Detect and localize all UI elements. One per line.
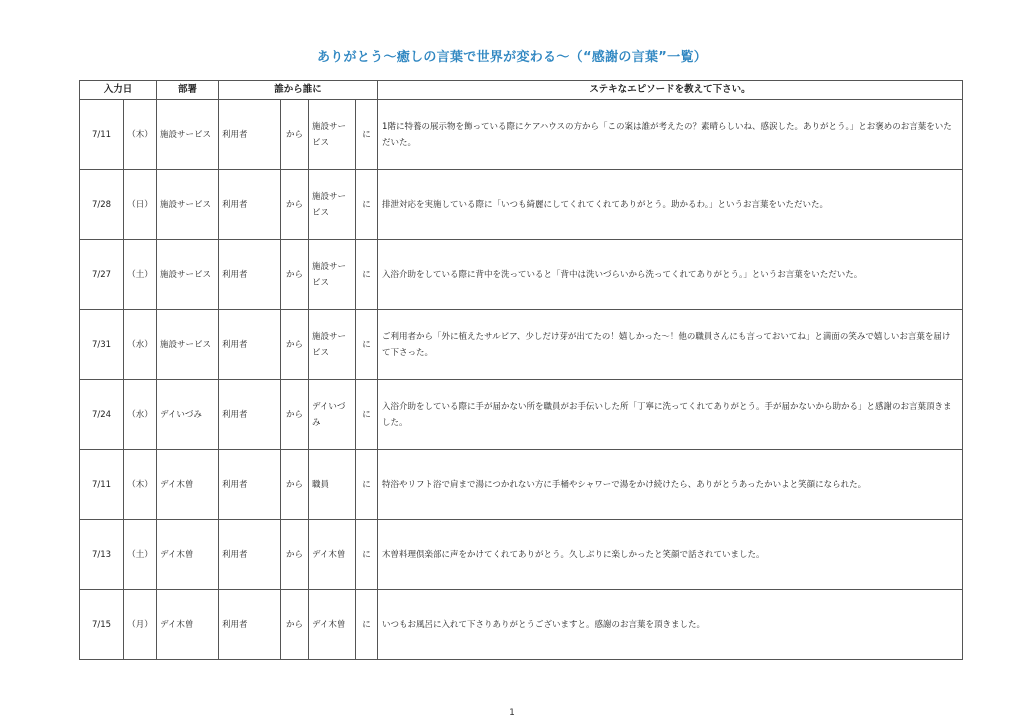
cell-ni: に [356,310,378,380]
cell-department: デイ木曽 [157,590,219,660]
cell-kara: から [281,520,309,590]
cell-date: 7/11 [80,100,124,170]
cell-department: デイいづみ [157,380,219,450]
cell-to: デイいづみ [309,380,356,450]
cell-episode: 特浴やリフト浴で肩まで湯につかれない方に手桶やシャワーで湯をかけ続けたら、ありがとうあったかいよと笑顔になられた。 [378,450,963,520]
cell-from: 利用者 [219,170,281,240]
cell-department: 施設サービス [157,240,219,310]
cell-to: デイ木曽 [309,520,356,590]
cell-day-of-week: （木） [124,450,157,520]
cell-department: 施設サービス [157,310,219,380]
cell-ni: に [356,380,378,450]
cell-kara: から [281,310,309,380]
cell-date: 7/31 [80,310,124,380]
cell-from: 利用者 [219,380,281,450]
cell-day-of-week: （日） [124,170,157,240]
cell-episode: 入浴介助をしている際に手が届かない所を職員がお手伝いした所「丁寧に洗ってくれてありがとう。手が届かないから助かる」と感謝のお言葉頂きました。 [378,380,963,450]
cell-date: 7/28 [80,170,124,240]
cell-kara: から [281,450,309,520]
cell-ni: に [356,100,378,170]
cell-from: 利用者 [219,100,281,170]
cell-ni: に [356,450,378,520]
cell-to: デイ木曽 [309,590,356,660]
cell-kara: から [281,590,309,660]
cell-episode: 排泄対応を実施している際に「いつも綺麗にしてくれてくれてありがとう。助かるわ。」というお言葉をいただいた。 [378,170,963,240]
table-row [80,450,963,520]
document-title: ありがとう〜癒しの言葉で世界が変わる〜（“感謝の言葉”一覧） [316,50,708,65]
header-episode: ステキなエピソードを教えて下さい。 [378,81,963,100]
cell-day-of-week: （土） [124,520,157,590]
cell-day-of-week: （水） [124,380,157,450]
table-row [80,380,963,450]
table-header-row [80,81,963,100]
header-date: 入力日 [80,81,157,100]
cell-ni: に [356,170,378,240]
cell-episode: 1階に特養の展示物を飾っている際にケアハウスの方から「この案は誰が考えたの？素晴らしいね、感涙した。ありがとう。」とお褒めのお言葉をいただいた。 [378,100,963,170]
cell-kara: から [281,380,309,450]
cell-department: 施設サービス [157,100,219,170]
header-who: 誰から誰に [219,81,378,100]
cell-department: 施設サービス [157,170,219,240]
table-row [80,520,963,590]
cell-day-of-week: （月） [124,590,157,660]
cell-date: 7/27 [80,240,124,310]
cell-department: デイ木曽 [157,520,219,590]
table-row [80,100,963,170]
cell-day-of-week: （土） [124,240,157,310]
cell-from: 利用者 [219,520,281,590]
page-number: 1 [509,708,515,718]
cell-from: 利用者 [219,450,281,520]
cell-ni: に [356,240,378,310]
cell-ni: に [356,520,378,590]
cell-episode: ご利用者から「外に植えたサルビア、少しだけ芽が出てたの！嬉しかった〜！他の職員さんにも言っておいてね」と満面の笑みで嬉しいお言葉を届けて下さった。 [378,310,963,380]
cell-episode: 木曽料理倶楽部に声をかけてくれてありがとう。久しぶりに楽しかったと笑顔で話されていました。 [378,520,963,590]
cell-to: 施設サービス [309,310,356,380]
cell-from: 利用者 [219,590,281,660]
cell-to: 施設サービス [309,100,356,170]
cell-to: 施設サービス [309,240,356,310]
table-row [80,240,963,310]
table-row [80,170,963,240]
cell-from: 利用者 [219,240,281,310]
cell-date: 7/24 [80,380,124,450]
cell-date: 7/11 [80,450,124,520]
cell-episode: いつもお風呂に入れて下さりありがとうございますと。感謝のお言葉を頂きました。 [378,590,963,660]
cell-kara: から [281,240,309,310]
cell-ni: に [356,590,378,660]
cell-to: 施設サービス [309,170,356,240]
header-dept: 部署 [157,81,219,100]
cell-day-of-week: （水） [124,310,157,380]
cell-kara: から [281,170,309,240]
cell-kara: から [281,100,309,170]
table-row [80,590,963,660]
cell-date: 7/13 [80,520,124,590]
cell-date: 7/15 [80,590,124,660]
cell-to: 職員 [309,450,356,520]
cell-department: デイ木曽 [157,450,219,520]
gratitude-table [79,80,963,660]
cell-episode: 入浴介助をしている際に背中を洗っていると「背中は洗いづらいから洗ってくれてありがとう。」というお言葉をいただいた。 [378,240,963,310]
table-row [80,310,963,380]
cell-from: 利用者 [219,310,281,380]
cell-day-of-week: （木） [124,100,157,170]
